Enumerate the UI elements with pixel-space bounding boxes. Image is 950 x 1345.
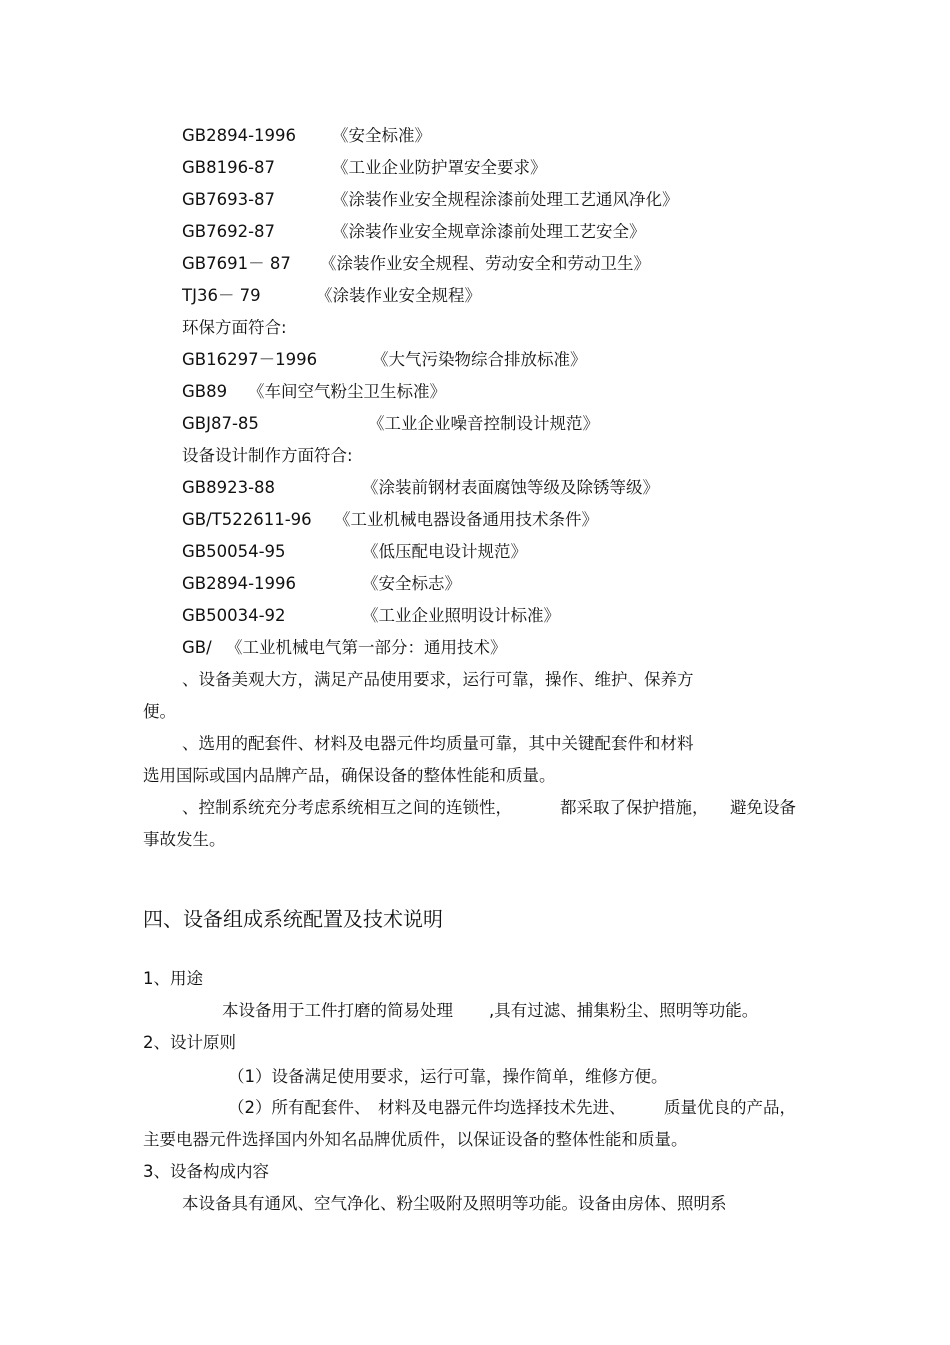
section-title: 四、设备组成系统配置及技术说明 bbox=[143, 907, 443, 931]
standard-row bbox=[182, 573, 461, 595]
item-1-text bbox=[222, 1000, 759, 1022]
standard-code: GB2894-1996 bbox=[182, 574, 297, 593]
item-2-text-2-part-1: （2）所有配套件、 bbox=[228, 1098, 371, 1117]
standard-name: 《车间空气粉尘卫生标准》 bbox=[248, 382, 446, 401]
standard-row bbox=[182, 413, 599, 435]
standard-row bbox=[182, 285, 481, 307]
standard-row bbox=[182, 541, 527, 563]
standard-name: 《安全标志》 bbox=[362, 574, 461, 593]
standard-code: GB7691－ 87 bbox=[182, 254, 291, 273]
standard-code: GB/ bbox=[182, 638, 212, 657]
standard-row bbox=[182, 605, 560, 627]
standard-code: GB50054-95 bbox=[182, 542, 286, 561]
item-1-text-part-2: ,具有过滤、捕集粉尘、照明等功能。 bbox=[489, 1001, 759, 1020]
standard-row bbox=[182, 477, 659, 499]
standard-row bbox=[182, 157, 547, 179]
paragraph-3-part-2: 都采取了保护措施， bbox=[560, 798, 709, 817]
item-3-heading: 3、设备构成内容 bbox=[143, 1162, 269, 1181]
item-1-heading: 1、用途 bbox=[143, 969, 203, 988]
item-3-text: 本设备具有通风、空气净化、粉尘吸附及照明等功能。设备由房体、照明系 bbox=[182, 1194, 727, 1213]
paragraph-3-part-3: 避免设备 bbox=[730, 798, 796, 817]
standard-name: 《低压配电设计规范》 bbox=[362, 542, 527, 561]
standard-row bbox=[182, 125, 431, 147]
standard-code: GB16297－1996 bbox=[182, 350, 318, 369]
standard-name: 《大气污染物综合排放标准》 bbox=[372, 350, 587, 369]
paragraph-2-line-2: 选用国际或国内品牌产品，确保设备的整体性能和质量。 bbox=[143, 766, 556, 785]
standard-name: 《工业企业噪音控制设计规范》 bbox=[368, 414, 599, 433]
standard-name: 《涂装作业安全规程》 bbox=[316, 286, 481, 305]
standard-name: 《涂装作业安全规程涂漆前处理工艺通风净化》 bbox=[332, 190, 679, 209]
standard-row bbox=[182, 637, 507, 659]
standard-name: 《工业企业防护罩安全要求》 bbox=[332, 158, 547, 177]
standard-code: GB89 bbox=[182, 382, 228, 401]
standard-row bbox=[182, 509, 598, 531]
env-heading: 环保方面符合: bbox=[182, 318, 287, 337]
standard-code: GB7693-87 bbox=[182, 190, 276, 209]
standard-code: GBJ87-85 bbox=[182, 414, 259, 433]
standard-code: GB8196-87 bbox=[182, 158, 276, 177]
item-2-heading: 2、设计原则 bbox=[143, 1033, 236, 1052]
paragraph-2-line-1: 、选用的配套件、材料及电器元件均质量可靠，其中关键配套件和材料 bbox=[182, 734, 694, 753]
standard-row bbox=[182, 381, 446, 403]
standard-code: GB50034-92 bbox=[182, 606, 286, 625]
standard-code: GB7692-87 bbox=[182, 222, 276, 241]
standard-name: 《工业机械电器设备通用技术条件》 bbox=[334, 510, 598, 529]
standard-code: GB2894-1996 bbox=[182, 126, 297, 145]
standard-row bbox=[182, 349, 587, 371]
standard-row bbox=[182, 253, 650, 275]
item-2-text-3: 主要电器元件选择国内外知名品牌优质件，以保证设备的整体性能和质量。 bbox=[143, 1130, 688, 1149]
standard-code: GB8923-88 bbox=[182, 478, 276, 497]
standard-name: 《涂装作业安全规章涂漆前处理工艺安全》 bbox=[332, 222, 646, 241]
standard-code: TJ36－ 79 bbox=[182, 286, 261, 305]
standard-name: 《涂装作业安全规程、劳动安全和劳动卫生》 bbox=[320, 254, 650, 273]
standard-code: GB/T522611-96 bbox=[182, 510, 312, 529]
paragraph-3-line-2: 事故发生。 bbox=[143, 830, 226, 849]
paragraph-1-line-1: 、设备美观大方，满足产品使用要求，运行可靠，操作、维护、保养方 bbox=[182, 670, 694, 689]
standard-name: 《涂装前钢材表面腐蚀等级及除锈等级》 bbox=[362, 478, 659, 497]
standard-name: 《工业企业照明设计标准》 bbox=[362, 606, 560, 625]
design-heading: 设备设计制作方面符合: bbox=[182, 446, 353, 465]
standard-row bbox=[182, 221, 646, 243]
standard-row bbox=[182, 189, 679, 211]
standard-name: 《工业机械电气第一部分：通用技术》 bbox=[226, 638, 507, 657]
item-1-text-part-1: 本设备用于工件打磨的简易处理 bbox=[222, 1001, 453, 1020]
item-2-text-2-part-2: 材料及电器元件均选择技术先进、 bbox=[378, 1098, 626, 1117]
paragraph-1-line-2: 便。 bbox=[143, 702, 176, 721]
standard-name: 《安全标准》 bbox=[332, 126, 431, 145]
item-2-text-1: （1）设备满足使用要求，运行可靠，操作简单，维修方便。 bbox=[228, 1067, 668, 1086]
paragraph-3-line-1 bbox=[182, 797, 796, 819]
item-2-text-2 bbox=[228, 1097, 796, 1119]
item-2-text-2-part-3: 质量优良的产品， bbox=[664, 1098, 796, 1117]
paragraph-3-part-1: 、控制系统充分考虑系统相互之间的连锁性， bbox=[182, 798, 512, 817]
